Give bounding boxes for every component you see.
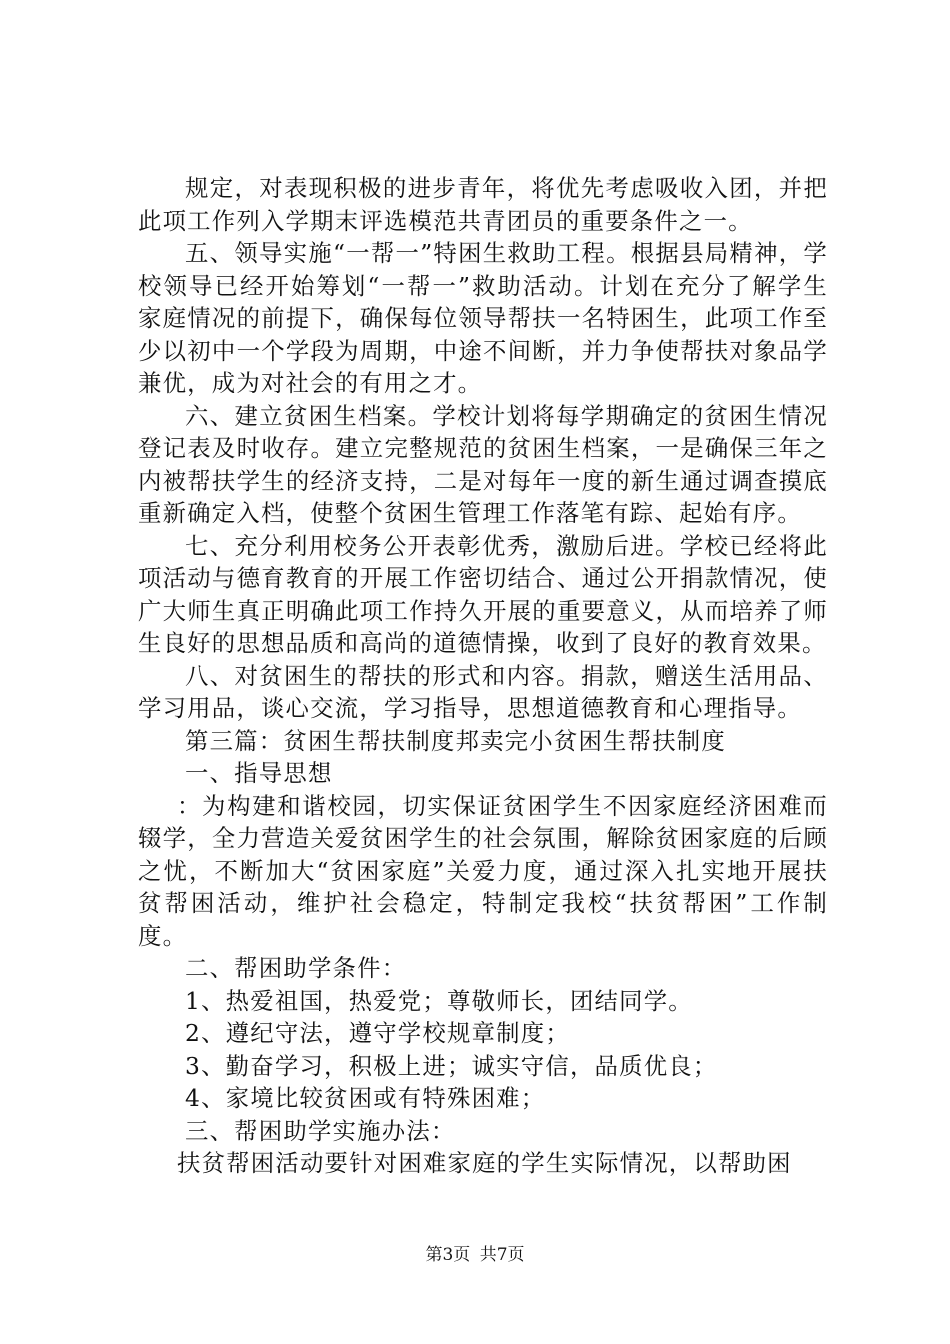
list-item-condition-3: 3、勤奋学习，积极上进；诚实守信，品质优良； — [185, 1051, 718, 1080]
list-item-condition-4: 4、家境比较贫困或有特殊困难； — [185, 1084, 546, 1112]
page-total: 共7页 — [479, 1245, 525, 1265]
heading-guiding-ideology: 一、指导思想 — [185, 759, 333, 787]
paragraph-section-6: 六、建立贫困生档案。学校计划将每学期确定的贫困生情况登记表及时收存。建立完整规范的贫困生档案，一是确保三年之内被帮扶学生的经济支持，二是对每年一度的新生通过调查摸底重新确定入档，使整个贫困生管理工作落笔有踪、起始有序。 — [138, 401, 828, 527]
page-number: 第3页 — [425, 1245, 471, 1265]
list-item-condition-1: 1、热爱祖国，热爱党；尊敬师长，团结同学。 — [185, 986, 693, 1015]
heading-implementation: 三、帮困助学实施办法： — [185, 1116, 456, 1145]
paragraph-section-7: 七、充分利用校务公开表彰优秀，激励后进。学校已经将此项活动与德育教育的开展工作密切结合、通过公开捐款情况，使广大师生真正明确此项工作持久开展的重要意义，从而培养了师生良好的思想品质和高尚的道德情操，收到了良好的教育效果。 — [138, 531, 828, 657]
document-body — [138, 172, 828, 1180]
paragraph-guiding-ideology: ：为构建和谐校园，切实保证贫困学生不因家庭经济困难而辍学，全力营造关爱贫困学生的社会氛围，解除贫困家庭的后顾之忧，不断加大“贫困家庭”关爱力度，通过深入扎实地开展扶贫帮困活动，维护社会稳定，特制定我校“扶贫帮困”工作制度。 — [138, 791, 828, 950]
list-item-condition-2: 2、遵纪守法，遵守学校规章制度； — [185, 1019, 570, 1047]
paragraph-implementation: 扶贫帮困活动要针对困难家庭的学生实际情况，以帮助困 — [177, 1149, 792, 1177]
heading-aid-conditions: 二、帮困助学条件： — [185, 954, 407, 982]
chapter-heading: 第三篇：贫困生帮扶制度邦卖完小贫困生帮扶制度 — [185, 726, 726, 755]
paragraph-continuation: 规定，对表现积极的进步青年，将优先考虑吸收入团，并把此项工作列入学期末评选模范共青团员的重要条件之一。 — [138, 174, 828, 235]
page-footer — [0, 1244, 950, 1266]
paragraph-section-5: 五、领导实施“一帮一”特困生救助工程。根据县局精神，学校领导已经开始筹划“一帮一”救助活动。计划在充分了解学生家庭情况的前提下，确保每位领导帮扶一名特困生，此项工作至少以初中一个学段为周期，中途不间断，并力争使帮扶对象品学兼优，成为对社会的有用之才。 — [138, 239, 828, 397]
paragraph-section-8: 八、对贫困生的帮扶的形式和内容。捐款，赠送生活用品、学习用品，谈心交流，学习指导，思想道德教育和心理指导。 — [138, 661, 828, 722]
